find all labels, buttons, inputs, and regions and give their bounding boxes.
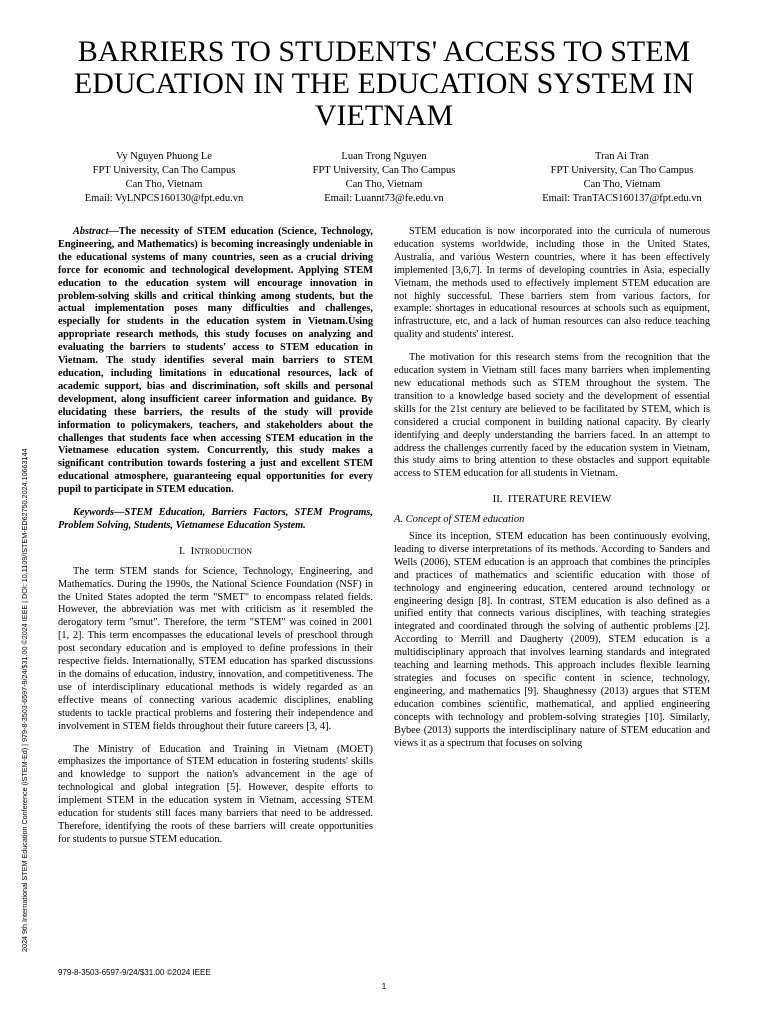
author-email: Email: TranTACS160137@fpt.edu.vn <box>542 193 702 204</box>
author-location: Can Tho, Vietnam <box>125 179 203 190</box>
abstract-body: The necessity of STEM education (Science, Technology, Engineering, and Mathematics) is becoming increasingly undeniable in the educational systems of many countries, seen as a crucial driving force for economic and technological development. Applying STEM education to the education system will encourage innovation in problem-solving skills and critical thinking among students, but the actual implementation poses many difficulties and challenges, especially for students in the education system in Vietnam.Using appropriate research methods, this study focuses on analyzing and evaluating the barriers to students' access to STEM education in Vietnam. The study identifies several main barriers to STEM education, including limitations in educational resources, lack of academic support, bias and discrimination, soft skills and personal development, along insufficient career information and guidance. By elucidating these barriers, the results of the study will provide information to policymakers, teachers, and stakeholders about the challenges that students face when accessing STEM education in the Vietnamese education system. Concurrently, this study makes a significant contribution towards fostering a just and excellent STEM educational atmosphere, guaranteeing equal opportunities for every pupil to participate in STEM education. <box>58 226 373 496</box>
author-affiliation: FPT University, Can Tho Campus <box>312 165 456 176</box>
right-column <box>394 226 710 760</box>
author-location: Can Tho, Vietnam <box>583 179 661 190</box>
section-heading-literature <box>394 493 710 506</box>
intro-paragraph-3: STEM education is now incorporated into the curricula of numerous education systems worldwide, including those in the United States, Australia, and various Western countries, where it has been effectively implemented [3,6,7]. In terms of developing countries in Asia, especially Vietnam, the methods used to effectively implement STEM education are not highly successful. These barriers stem from various factors, for example: shortages in educational resources at schools such as equipment, infrastructure, etc, and a lack of human resources can also reduce teaching quality and students' interest. <box>394 226 710 341</box>
author-3 <box>512 150 732 206</box>
keywords <box>58 507 373 533</box>
page-number: 1 <box>381 982 387 991</box>
section-title: ITERATURE REVIEW <box>507 493 612 506</box>
abstract-lead: Abstract— <box>73 226 119 237</box>
paper-title: BARRIERS TO STUDENTS' ACCESS TO STEM EDUCATION IN THE EDUCATION SYSTEM IN VIETNAM <box>73 35 695 132</box>
section-number: I. <box>178 544 186 557</box>
section-title: Introduction <box>190 544 253 557</box>
section-heading-introduction <box>58 545 373 558</box>
author-affiliation: FPT University, Can Tho Campus <box>92 165 236 176</box>
keywords-lead: Keywords— <box>73 507 125 519</box>
abstract <box>58 226 373 497</box>
subsection-heading: A. Concept of STEM education <box>394 514 525 526</box>
section-number: II. <box>492 493 503 506</box>
sidebar-citation: 2024 9th International STEM Education Conference (iSTEM-Ed) | 979-8-3503-6597-9/24/$31.00 ©2024 IEEE | DOI: 10.1109/ISTEM-ED62750.2024.10663144 <box>20 448 29 952</box>
author-affiliation: FPT University, Can Tho Campus <box>550 165 694 176</box>
author-2 <box>274 150 494 206</box>
keywords-body: STEM Education, Barriers Factors, STEM Programs, Problem Solving, Students, Vietnamese Education System. <box>58 507 373 531</box>
author-email: Email: VyLNPCS160130@fpt.edu.vn <box>84 193 244 204</box>
author-location: Can Tho, Vietnam <box>345 179 423 190</box>
intro-paragraph-1: The term STEM stands for Science, Technology, Engineering, and Mathematics. During the 1990s, the National Science Foundation (NSF) in the United States adopted the term "SMET" to encompass related fields. However, the abbreviation was met with criticism as it resembled the derogatory term "smut". Therefore, the term "STEM" was coined in 2001 [1, 2]. This term encompasses the educational levels of preschool through post secondary education and is employed to define professions in their respective fields. Internationally, STEM education has sparked discussions in the domains of education, industry, innovation, and competitiveness. The use of interdisciplinary educational methods is widely regarded as an effective means of connecting various academic disciplines, enabling students to tackle practical problems and fostering their independence and involvement in STEM fields throughout their future careers [3, 4]. <box>58 565 373 732</box>
literature-paragraph-1: Since its inception, STEM education has been continuously evolving, leading to diverse interpretations of its methods. According to Sanders and Wells (2006), STEM education is an approach that combines the principles and practices of mathematics and scientific education with those of technology and engineering education, centered around technology or engineering design [8]. In contrast, STEM education is also defined as a unified entity that connects various disciplines, with teaching strategies integrated and coordinated through the solving of authentic problems [2]. According to Merrill and Daugherty (2009), STEM education is a multidisciplinary approach that involves learning standards and integrated teaching and learning methods. This approach includes flexible learning strategies and focuses on specific content in science, technology, engineering, and mathematics [9]. Shaughnessy (2013) argues that STEM education combines scientific, mathematical, and applied engineering concepts with technology and problem-solving strategies [10]. Similarly, Bybee (2013) supports the interdisciplinary nature of STEM education and views it as a spectrum that focuses on solving <box>394 531 710 749</box>
author-name: Vy Nguyen Phuong Le <box>116 151 212 162</box>
author-name: Luan Trong Nguyen <box>341 151 427 162</box>
author-1 <box>54 150 274 206</box>
author-name: Tran Ai Tran <box>595 151 649 162</box>
intro-paragraph-2: The Ministry of Education and Training in Vietnam (MOET) emphasizes the importance of STEM education in fostering students' skills and knowledge to support the nation's advancement in the age of technological and global integration [5]. However, despite efforts to implement STEM in the education system in Vietnam, accessing STEM education for students still faces many barriers that need to be addressed. Therefore, identifying the roots of these barriers will create opportunities for students to pursue STEM education. <box>58 743 373 845</box>
intro-paragraph-4: The motivation for this research stems from the recognition that the education system in Vietnam still faces many barriers when implementing new educational methods such as STEM throughout the system. The transition to a knowledge based society and the development of essential skills for the 21st century are believed to be facilitated by STEM, which is considered a crucial component in building national capacity. By clearly identifying and deeply understanding the barriers faced. In an attempt to address the challenges currently faced by the education system in Vietnam, this study aims to bring attention to these obstacles and support equitable access to STEM education for all students in Vietnam. <box>394 352 710 480</box>
left-column <box>58 226 373 857</box>
footer-copyright: 979-8-3503-6597-9/24/$31.00 ©2024 IEEE <box>58 968 211 977</box>
author-email: Email: Luannt73@fe.edu.vn <box>324 193 444 204</box>
